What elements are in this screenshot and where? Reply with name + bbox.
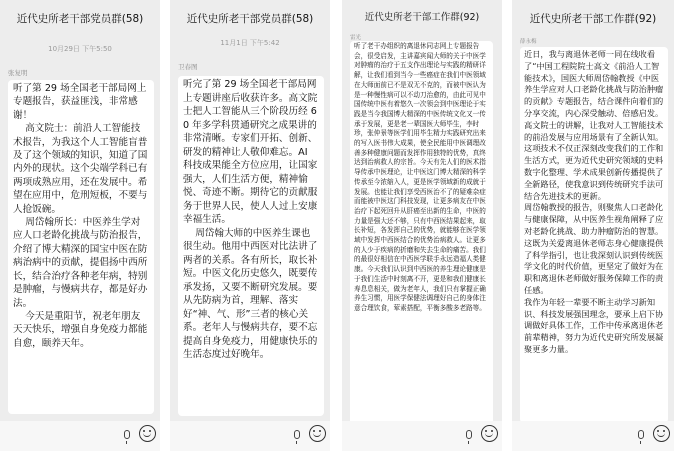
microphone-icon[interactable] bbox=[466, 430, 472, 439]
microphone-icon[interactable] bbox=[124, 430, 130, 439]
chat-title: 近代史所老干部工作群(92) bbox=[512, 0, 674, 36]
sender-name: 张复明 bbox=[8, 69, 28, 77]
chat-title: 近代史所老干部党员群(58) bbox=[170, 0, 330, 36]
emoji-icon[interactable] bbox=[139, 425, 156, 442]
emoji-icon[interactable] bbox=[653, 425, 670, 442]
message-bubble[interactable]: 听了老干办组织的离退休同志网上专题报告会，很受启发，主讲嘉宾闻大师的关于中医学对肿瘤的治疗于五支作出理论与实践的精研详解，让我们看到当今一些癌症在我们中医领域在大师面前已不是双无不克的，而被中医认为是一种慢性病可以不动刀治愈的，由此可见中国传统中医有着悠久一次领会到中医理论于实践是当今我国博大精深的中医传统文化又一传承于发展，更是老一辈国医大师毕生，李时珍，张仲景等医学们用毕生精力实践研究出来的写入医书伟大成果，使全民能用中医调理改善多种健康问题而发挥作用独特的优势，真终达到治病救人的宗旨。今天有先人们的医术指导传承中医理论，让中医这门博大精深的科学传承至今浓缩入人，更是医学领域新的成就于发展。也能让我们享受西医治不了的疑难杂症而能被中医这门科技发现，让更多病友在中医治疗下起死回升从肝癌至出新的生命，中医的力量是强大还不够，只有中西医结果起来，取长补短，各发挥自己的优势，就能够在医学领域中发挥中西医结合的优势治病救人。让更多的人少于疾病的折磨和失去生命的痛苦。我们的最很好相信在中西医学联手永远造福人类健康。今天我们认识到中西医的养生理论健康是于我们生活中时刻离不开，更是和我们健康长寿息息相关，做为老年人，我们只有掌握正确养生习惯，用医学保健法调理好自己的身体注意合理饮食，荤素搭配，平衡多酸多老路等。 bbox=[350, 41, 493, 425]
chat-screen-1 bbox=[0, 0, 160, 451]
message-timestamp: 11月1日 下午5:42 bbox=[220, 39, 280, 47]
sender-name: 雷光 bbox=[350, 35, 362, 41]
message-bubble[interactable]: 听完了第 29 场全国老干部局网上专题讲座后收获许多。高文院士把人工智能从三个阶段历经 60 年多学科贯通研究之成果讲的非常清晰。专家们开拓、创新、研发的精神让人敬仰难忘。AI 科技成果能全方位应用，让国家强大，人们生活方便，精神愉悦、奇迹不断。期待它的贡献服务于世界人民，使人人过上安康幸福生活。 周岱翰大师的中医养生课也很生动。他用中西医对比法讲了两者的关系。各有所长，取长补短。中医文化历史悠久，既要传承发扬，又要不断研究发展。要从先防病为首，理解、落实好“神、气、形”三者的核心关系。老年人与慢病共存，要不忘提高自身免疫力，用健康快乐的生活态度过好晚年。 bbox=[178, 76, 324, 416]
input-bar bbox=[342, 421, 502, 451]
sender-name: 薛永梅 bbox=[520, 39, 537, 45]
chat-title: 近代史所老干部党员群(58) bbox=[0, 0, 160, 36]
sender-name: 卫春图 bbox=[178, 63, 198, 71]
chat-screen-2 bbox=[170, 0, 330, 451]
input-bar bbox=[0, 421, 160, 451]
microphone-icon[interactable] bbox=[638, 430, 644, 439]
message-timestamp: 10月29日 下午5:50 bbox=[48, 45, 112, 53]
chat-screen-4 bbox=[512, 0, 674, 451]
chat-title: 近代史所老干部工作群(92) bbox=[342, 0, 502, 32]
emoji-icon[interactable] bbox=[481, 425, 498, 442]
chat-screen-3 bbox=[342, 0, 502, 451]
input-bar bbox=[170, 421, 330, 451]
emoji-icon[interactable] bbox=[309, 425, 326, 442]
message-bubble[interactable]: 听了第 29 场全国老干部局网上专题报告，获益匪浅，非常感谢！ 高文院士：前沿人工智能技术报告，为我这个人工智能盲普及了这个领域的知识，知道了国内外的现状。这个尖端学科已有两项成熟应用，还在发展中。希望在应用中，危刑短板，不要与人抢饭碗。 周岱翰所长：中医养生学对应人口老龄化挑战与防治报告，介绍了博大精深的国宝中医在防病治病中的贡献，提倡扬中西所长，结合治疗各种老年病，特别是肿瘤，与慢病共存，都是好办法。 今天是重阳节，祝老年朋友天天快乐，增强自身免疫力都能自愈，颐养天年。 bbox=[8, 80, 154, 414]
input-bar bbox=[512, 421, 674, 451]
microphone-icon[interactable] bbox=[294, 430, 300, 439]
message-bubble[interactable]: 近日，我与离退休老师一同在线收看了“中国工程院院士高文《前沿人工智能技术》，国医大师周岱翰教授《中医养生学应对人口老龄化挑战与防治肿瘤的贡献》专题报告，结合课件向着们的分享交流，内心深受触动、倍感启发。 高文院士的讲解，让我对人工智能技术的前沿发展与应用场景有了全新认知。这项技术不仅正深刻改变我们的工作和生活方式，更为近代史研究领域的史料数字化整理、学术成果创新传播提供了全新路径，使我意识到传统研究手法可结合先进技术的更新。 周岱翰教授的报告，则聚焦人口老龄化与健康保障，从中医养生视角阐释了应对老龄化挑战、助力肿瘤防治的智慧。这既为关爱离退休老师志身心健康提供了科学指引，也让我深刻认识到传统医学文化的时代价值，更坚定了做好为在职和离退休老师做好服务保障工作的责任感。 我作为年轻一辈要不断主动学习新知识、科技发展强国理念，要承上启下协调做好具体工作，工作中传承离退休老前辈精神，努力为近代史研究所发展凝聚更多力量。 bbox=[520, 47, 668, 423]
